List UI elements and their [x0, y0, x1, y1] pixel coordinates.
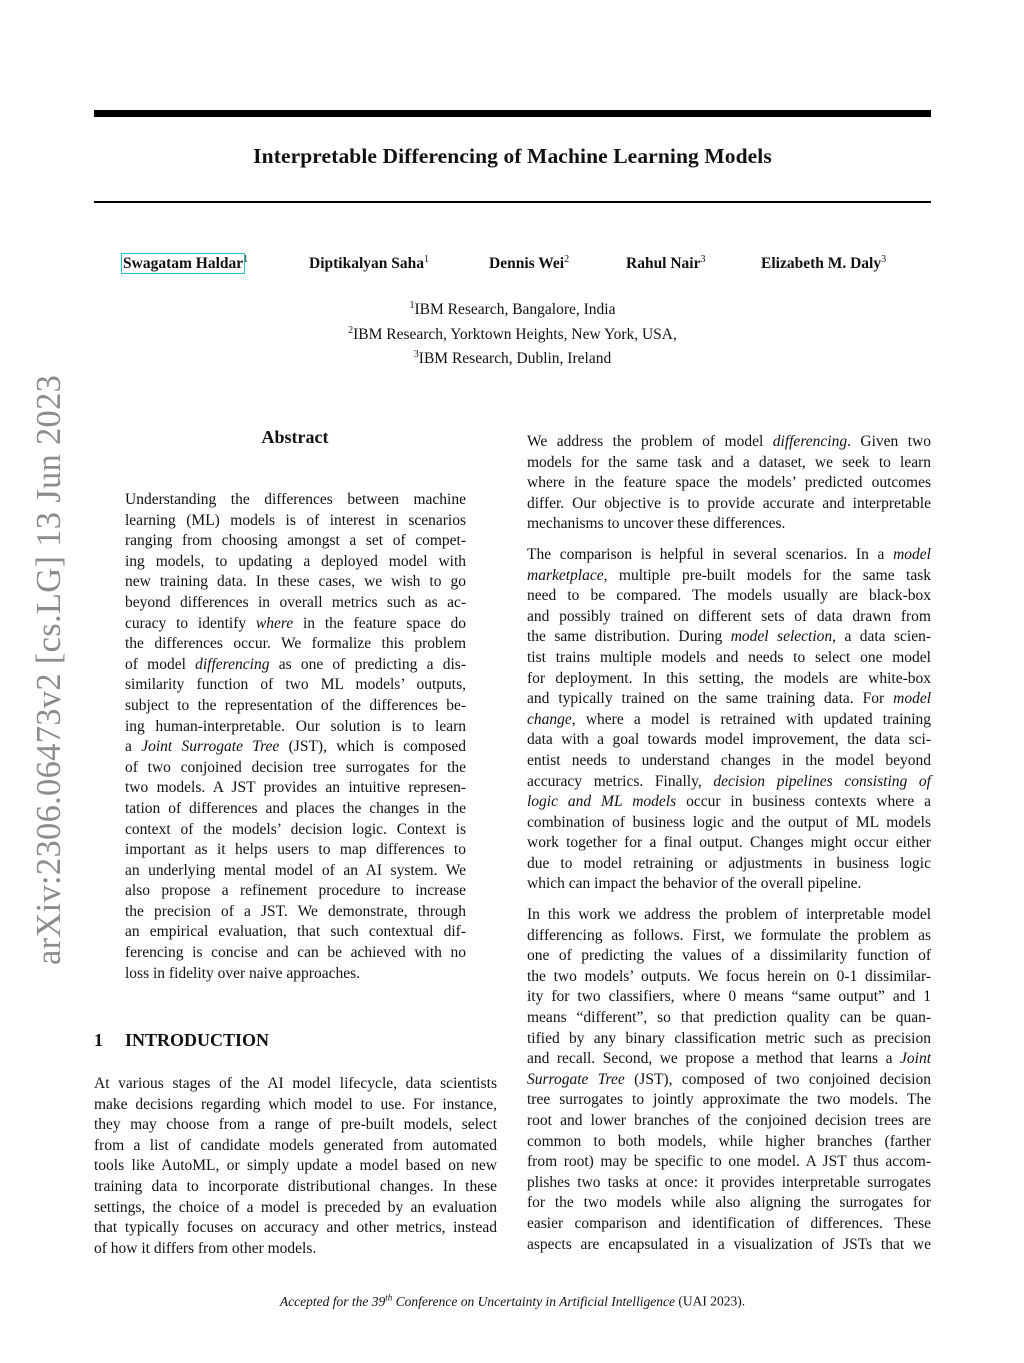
abstract-line: new training data. In these cases, we wish to go: [125, 573, 466, 591]
affil-num: 2: [348, 324, 354, 336]
abstract-line: beyond differences in overall metrics such as ac-: [125, 593, 466, 611]
author-3: [489, 254, 569, 273]
footer-venue: (UAI 2023).: [678, 1293, 746, 1309]
text-line: mechanisms to uncover these differences.: [527, 515, 786, 533]
author-affil-mark: 3: [700, 254, 706, 265]
text-line: where in the feature space the models’ predicted outcomes: [527, 474, 931, 492]
affiliation-3: [94, 345, 931, 370]
title-rule: [94, 201, 931, 203]
text-line: At various stages of the AI model lifecycle, data scientists: [94, 1075, 497, 1092]
author-affil-mark: 3: [881, 254, 887, 265]
abstract-line: tation of differences and places the changes in the: [125, 799, 466, 817]
abstract-line: also propose a refinement procedure to increase: [125, 882, 466, 900]
text-line: which can impact the behavior of the overall pipeline.: [527, 875, 862, 893]
abstract-heading: Abstract: [261, 427, 329, 447]
affil-num: 3: [413, 349, 419, 361]
text-line: Surrogate Tree (JST), composed of two conjoined decision: [527, 1070, 932, 1088]
abstract-line: similarity function of two ML models’ outputs,: [125, 676, 466, 694]
paper-title: Interpretable Differencing of Machine Learning Models: [253, 144, 772, 168]
text-line: one of predicting the values of a dissimilarity function of: [527, 947, 931, 965]
abstract-line: Understanding the differences between machine: [125, 491, 466, 508]
section-title: INTRODUCTION: [125, 1030, 270, 1050]
section-number: 1: [94, 1030, 103, 1050]
abstract-line: ferencing is concise and can be achieved with no: [125, 944, 466, 962]
text-line: ity for two classifiers, where 0 means “same output” and 1: [527, 988, 931, 1006]
right-column: [527, 432, 931, 1265]
section-heading-introduction: [94, 1030, 269, 1051]
affil-text: IBM Research, Dublin, Ireland: [418, 350, 612, 368]
text-line: marketplace, multiple pre-built models for the same task: [527, 566, 931, 584]
text-line: and recall. Second, we propose a method that learns a Joint: [527, 1050, 932, 1068]
text-line: need to be compared. The models usually are black-box: [527, 587, 931, 605]
abstract-line: important as it helps users to map differences to: [125, 841, 466, 859]
text-line: for the two models while also aligning the surrogates for: [527, 1194, 931, 1212]
author-name-link[interactable]: Swagatam Haldar: [123, 255, 244, 273]
text-line: aspects are encapsulated in a visualization of JSTs that we: [527, 1235, 931, 1253]
text-line: In this work we address the problem of interpretable model: [527, 906, 931, 924]
intro-paragraph: [94, 1074, 497, 1259]
text-line: from a list of candidate models generated from automated: [94, 1136, 497, 1154]
text-line: the same distribution. During model selection, a data scien-: [527, 628, 931, 646]
abstract-line: ing human-interpretable. Our solution is to learn: [125, 717, 466, 735]
text-line: logic and ML models occur in business contexts where a: [527, 793, 932, 811]
text-line: and typically trained on the same training data. For model: [527, 690, 932, 708]
page-footer: [94, 1292, 931, 1310]
footer-note: Accepted for the 39th Conference on Uncertainty in Artificial Intelligence: [279, 1292, 675, 1309]
text-line: data with a goal towards model improvement, the data sci-: [527, 731, 931, 749]
text-line: of how it differs from other models.: [94, 1239, 317, 1257]
affil-num: 1: [409, 300, 415, 311]
author-5: [761, 254, 886, 273]
text-line: training data to incorporate distributional changes. In these: [94, 1177, 497, 1195]
abstract-line: the precision of a JST. We demonstrate, through: [125, 902, 466, 920]
text-line: We address the problem of model differencing. Given two: [527, 433, 932, 450]
affiliation-2: [94, 321, 931, 346]
abstract-line: context of the models’ decision logic. Context is: [125, 820, 466, 838]
text-line: differencing as follows. First, we formulate the problem as: [527, 926, 931, 944]
text-line: root and lower branches of the conjoined decision trees are: [527, 1112, 931, 1129]
paragraph-scenarios: [527, 545, 931, 895]
affil-text: IBM Research, Yorktown Heights, New York, USA,: [353, 325, 677, 343]
text-line: for deployment. In this setting, the models are white-box: [527, 669, 931, 687]
abstract-line: learning (ML) models is of interest in scenarios: [125, 511, 466, 529]
text-line: entist needs to understand changes in the model beyond: [527, 751, 931, 769]
abstract-line: of model differencing as one of predicting a dis-: [125, 655, 467, 673]
paragraph-problem: [527, 432, 931, 535]
text-line: easier comparison and identification of differences. These: [527, 1214, 931, 1232]
text-line: and possibly trained on different sets of data drawn from: [527, 607, 931, 625]
text-line: change, where a model is retrained with updated training: [527, 710, 931, 728]
author-affil-mark: 2: [564, 254, 570, 265]
author-affil-mark: 1: [424, 254, 430, 265]
author-affil-mark: 1: [243, 254, 249, 265]
arxiv-stamp: arXiv:2306.06473v2 [cs.LG] 13 Jun 2023: [30, 374, 68, 965]
author-1[interactable]: [123, 254, 248, 273]
text-line: differ. Our objective is to provide accurate and interpretable: [527, 494, 931, 512]
text-line: means “different”, so that prediction quality can be quan-: [527, 1009, 931, 1027]
text-line: make decisions regarding which model to use. For instance,: [94, 1095, 497, 1113]
text-line: common to both models, while higher branches (farther: [527, 1132, 931, 1150]
abstract-line: ing models, to updating a deployed model with: [125, 552, 466, 570]
abstract-line: an underlying mental model of an AI system. We: [125, 861, 466, 879]
text-line: plishes two tasks at once: it provides interpretable surrogates: [527, 1173, 931, 1191]
text-line: combination of business logic and the output of ML models: [527, 813, 931, 831]
abstract-line: ranging from choosing amongst a set of compet-: [125, 532, 466, 550]
text-line: settings, the choice of a model is preceded by an evaluation: [94, 1198, 497, 1216]
abstract-line: two models. A JST provides an intuitive represen-: [125, 779, 466, 797]
author-name: Rahul Nair: [626, 255, 701, 273]
abstract-line: curacy to identify where in the feature space do: [125, 614, 467, 632]
text-line: that typically focuses on accuracy and other metrics, instead: [94, 1219, 497, 1237]
abstract-line: the differences occur. We formalize this problem: [125, 635, 466, 653]
text-line: from root) may be specific to one model. A JST thus accom-: [527, 1153, 931, 1171]
top-rule: [94, 110, 931, 117]
author-2: [309, 254, 429, 273]
affiliations: [94, 296, 931, 370]
affiliation-1: [94, 296, 931, 321]
author-name: Elizabeth M. Daly: [761, 255, 882, 273]
abstract-body: [125, 490, 466, 984]
text-line: The comparison is helpful in several scenarios. In a model: [527, 545, 931, 563]
text-line: tools like AutoML, or simply update a model based on new: [94, 1157, 497, 1175]
abstract-line: loss in fidelity over naive approaches.: [125, 964, 361, 982]
abstract-line: a Joint Surrogate Tree (JST), which is composed: [125, 738, 467, 756]
text-line: tist trains multiple models and needs to select one model: [527, 648, 931, 666]
affil-text: IBM Research, Bangalore, India: [414, 301, 616, 319]
author-name: Diptikalyan Saha: [309, 255, 425, 273]
author-4: [626, 254, 706, 273]
text-line: due to model retraining or adjustments in business logic: [527, 854, 931, 872]
text-line: tree surrogates to jointly approximate the two models. The: [527, 1091, 931, 1109]
abstract-line: subject to the representation of the differences be-: [125, 696, 466, 714]
text-line: the two models’ outputs. We focus herein on 0-1 dissimilar-: [527, 967, 931, 985]
text-line: models for the same task and a dataset, we seek to learn: [527, 453, 931, 471]
text-line: tified by any binary classification metric such as precision: [527, 1029, 931, 1047]
paragraph-approach: [527, 905, 931, 1255]
abstract-line: an empirical evaluation, that such contextual dif-: [125, 923, 466, 941]
abstract-line: of two conjoined decision tree surrogates for the: [125, 758, 466, 776]
text-line: they may choose from a range of pre-built models, select: [94, 1116, 497, 1134]
author-name: Dennis Wei: [489, 255, 565, 273]
text-line: work together for a final output. Changes might occur either: [527, 834, 931, 852]
text-line: accuracy metrics. Finally, decision pipelines consisting of: [527, 772, 931, 790]
